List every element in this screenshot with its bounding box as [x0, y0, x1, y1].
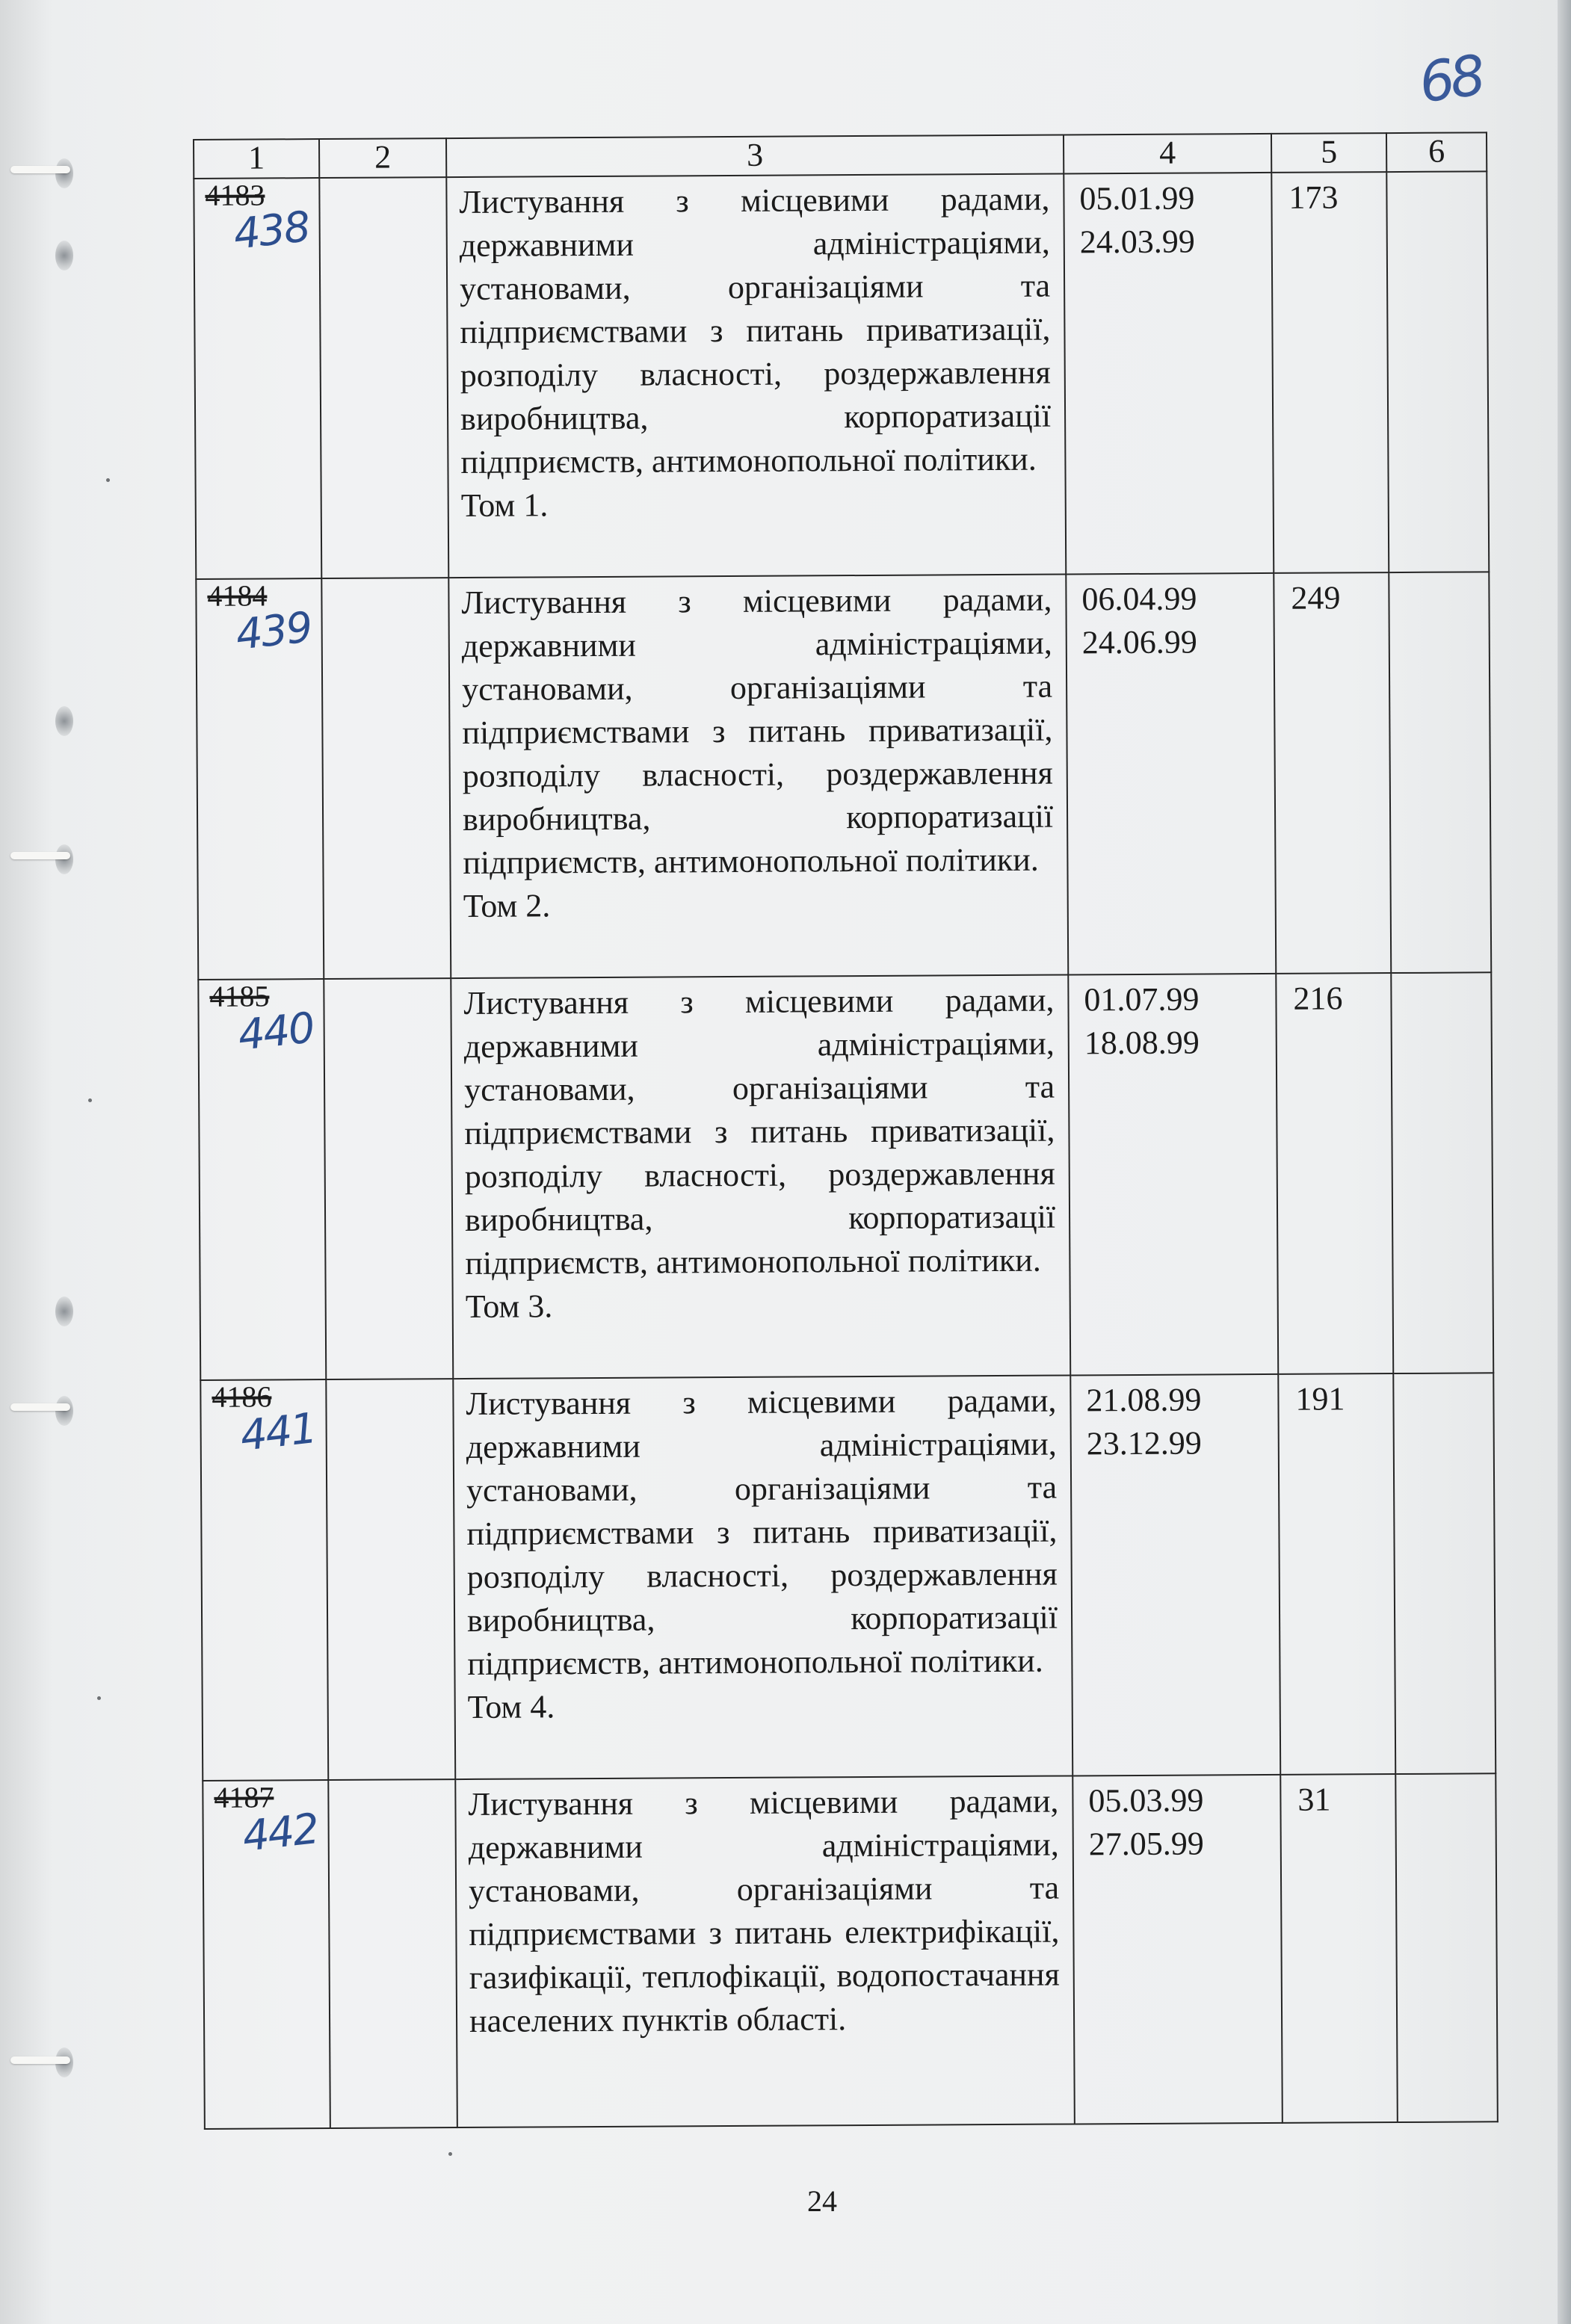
- table-row: [200, 1373, 1496, 1781]
- index-cell: [328, 1779, 457, 2128]
- index-cell: [321, 578, 451, 979]
- old-file-number: 4187: [214, 1780, 274, 1814]
- binding-hole: [55, 1396, 73, 1426]
- header-cell: 5: [1271, 133, 1386, 173]
- binding-hole: [55, 1297, 73, 1326]
- notes-cell: [1386, 171, 1489, 572]
- dates-cell: [1064, 173, 1274, 575]
- binding-hole: [55, 706, 73, 736]
- volume-label: Том 4.: [467, 1688, 555, 1725]
- file-description: Листування з місцевими радами, державними адміністраціями, установами, організаціями та підприємствами з питань приватизації, розподілу власності, роздержавлення виробництва, корпоратизації підприємств, антимонопольної політики.: [459, 180, 1052, 481]
- old-file-number: 4185: [209, 979, 270, 1013]
- new-file-number: 439: [233, 603, 314, 660]
- inventory-table: [193, 132, 1499, 2130]
- notes-cell: [1391, 972, 1493, 1373]
- header-cell: 2: [319, 138, 446, 178]
- date-end: 18.08.99: [1084, 1024, 1200, 1062]
- table-row: [198, 972, 1493, 1380]
- index-cell: [324, 978, 453, 1379]
- file-number-cell: [198, 979, 326, 1380]
- binding-thread: [10, 2056, 70, 2064]
- date-end: 24.03.99: [1079, 223, 1195, 261]
- binding-thread: [10, 1403, 70, 1411]
- binding-hole: [55, 241, 73, 271]
- page-edge-shadow: [1558, 0, 1571, 2324]
- new-file-number: 441: [238, 1404, 318, 1461]
- header-cell: 6: [1386, 132, 1487, 172]
- file-description: Листування з місцевими радами, державними адміністраціями, установами, організаціями та підприємствами з питань електрифікації, газифікації, теплофікації, водопостачання населених пунктів області.: [468, 1782, 1060, 2039]
- header-cell: 1: [194, 139, 319, 179]
- date-end: 24.06.99: [1081, 623, 1197, 661]
- new-file-number: 442: [240, 1805, 321, 1861]
- date-end: 27.05.99: [1088, 1825, 1204, 1863]
- file-description: Листування з місцевими радами, державними адміністраціями, установами, організаціями та підприємствами з питань приватизації, розподілу власності, роздержавлення виробництва, корпоратизації підприємств, антимонопольної політики.: [466, 1382, 1058, 1682]
- file-number-cell: [196, 578, 324, 980]
- dates-cell: [1068, 974, 1278, 1376]
- volume-label: Том 3.: [465, 1288, 553, 1325]
- handwritten-sheet-number: 68: [1415, 43, 1486, 116]
- header-cell: 3: [446, 135, 1064, 177]
- binding-hole: [55, 158, 73, 188]
- file-number-cell: [200, 1379, 328, 1781]
- binding-thread: [10, 852, 70, 859]
- description-cell: [455, 1776, 1075, 2127]
- sheet-count-cell: 249: [1274, 572, 1391, 974]
- date-start: 01.07.99: [1084, 980, 1200, 1019]
- description-cell: [451, 974, 1070, 1379]
- sheet-count-cell: 173: [1271, 172, 1389, 573]
- date-start: 06.04.99: [1081, 580, 1197, 618]
- date-start: 05.03.99: [1088, 1781, 1204, 1820]
- date-end: 23.12.99: [1086, 1424, 1202, 1462]
- dates-cell: [1072, 1775, 1283, 2124]
- dates-cell: [1066, 573, 1276, 975]
- file-description: Листування з місцевими радами, державними адміністраціями, установами, організаціями та підприємствами з питань приватизації, розподілу власності, роздержавлення виробництва, корпоратизації підприємств, антимонопольної політики.: [461, 581, 1054, 881]
- old-file-number: 4184: [207, 578, 268, 613]
- binding-hole: [55, 844, 73, 874]
- table-row: [203, 1773, 1498, 2129]
- volume-label: Том 2.: [463, 887, 551, 924]
- paper-speck: [106, 478, 110, 482]
- description-cell: [448, 574, 1068, 978]
- page-number: 24: [807, 2184, 837, 2218]
- binding-thread: [10, 166, 70, 173]
- date-start: 05.01.99: [1079, 179, 1195, 217]
- header-cell: 4: [1064, 134, 1271, 174]
- date-start: 21.08.99: [1086, 1381, 1202, 1419]
- table-row: [196, 572, 1491, 980]
- file-number-cell: [203, 1780, 330, 2129]
- paper-speck: [88, 1098, 92, 1102]
- sheet-count-cell: 31: [1280, 1774, 1398, 2123]
- sheet-count-cell: 191: [1278, 1373, 1395, 1775]
- header-row: [194, 132, 1487, 179]
- old-file-number: 4183: [205, 178, 265, 212]
- index-cell: [319, 177, 448, 578]
- inventory-table-wrapper: [193, 132, 1497, 2179]
- description-cell: [453, 1375, 1072, 1779]
- notes-cell: [1393, 1373, 1496, 1774]
- notes-cell: [1389, 572, 1491, 973]
- volume-label: Том 1.: [460, 486, 549, 525]
- notes-cell: [1395, 1773, 1498, 2122]
- description-cell: [446, 173, 1066, 578]
- dates-cell: [1070, 1374, 1280, 1776]
- paper-speck: [97, 1696, 101, 1700]
- old-file-number: 4186: [212, 1379, 272, 1414]
- table-row: [194, 171, 1489, 579]
- file-number-cell: [194, 178, 321, 579]
- file-description: Листування з місцевими радами, державними адміністраціями, установами, організаціями та підприємствами з питань приватизації, розподілу власності, роздержавлення виробництва, корпоратизації підприємств, антимонопольної політики.: [463, 981, 1056, 1282]
- index-cell: [326, 1379, 455, 1780]
- new-file-number: 440: [235, 1004, 316, 1060]
- sheet-count-cell: 216: [1276, 973, 1393, 1374]
- new-file-number: 438: [231, 203, 312, 259]
